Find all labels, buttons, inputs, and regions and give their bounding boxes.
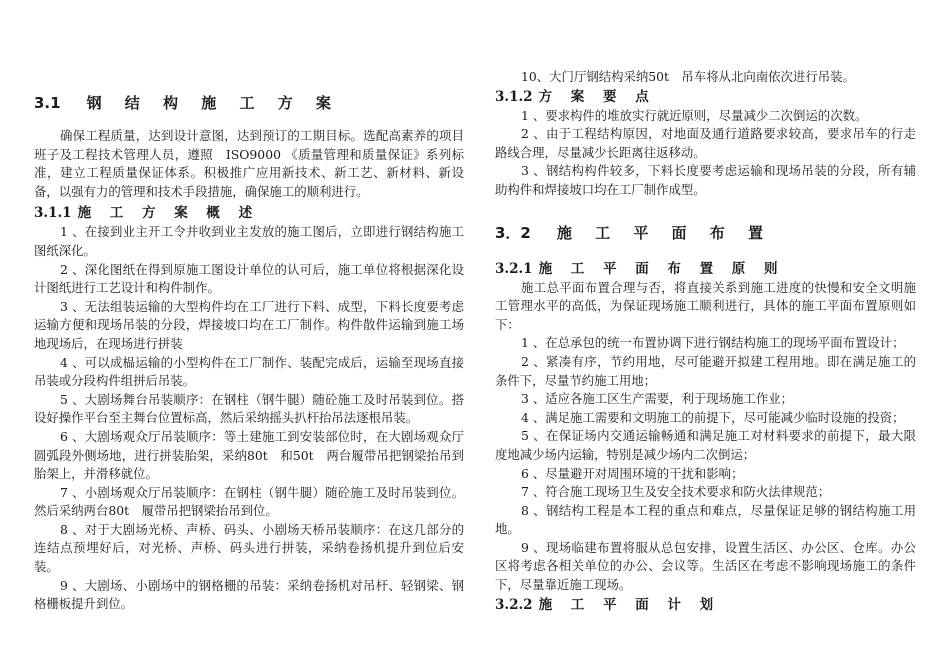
- list-item: 7 、符合施工现场卫生及安全技术要求和防火法律规范；: [521, 484, 831, 500]
- section-heading-3-1: 3.1 钢 结 构 施 工 方 案: [34, 94, 340, 112]
- list-item: 7 、小剧场观众厅吊装顺序：在钢柱（钢牛腿）随砼施工及时吊装到位。然后采纳两台80t 履带吊把钢梁抬吊到位。: [34, 484, 464, 519]
- list-item: 5 、在保证场内交通运输畅通和满足施工对材料要求的前提下，最大限度地减少场内运输，特别是减少场内二次倒运；: [495, 428, 916, 462]
- list-item: 8 、对于大剧场光桥、声桥、码头、小剧场天桥吊装顺序：在这几部分的连结点预埋好后，对光桥、声桥、码头进行拼装，采纳卷扬机提升到位后安装。: [34, 521, 464, 575]
- intro-paragraph: 确保工程质量，达到设计意图，达到预订的工期目标。选配高素养的项目班子及工程技术管理人员，遵照 ISO9000 《质量管理和质量保证》系列标准，建立工程质量保证体系。积极推广应用新技术、新工艺、新材料、新设备，以强有力的管理和技术手段措施，确保施工的顺利进行。: [34, 128, 464, 199]
- list-item: 8 、钢结构工程是本工程的重点和难点，尽量保证足够的钢结构施工用地。: [495, 502, 916, 537]
- list-item: 2 、深化图纸在得到原施工图设计单位的认可后，施工单位将根据深化设计图纸进行工艺设计和构件制作。: [34, 261, 464, 296]
- section-heading-3-2: 3．2 施 工 平 面 布 置: [495, 223, 772, 242]
- list-item: 10、大门厅钢结构采纳50t 吊车将从北向南依次进行吊装。: [521, 69, 855, 84]
- list-item: 3 、适应各施工区生产需要，利于现场施工作业；: [521, 391, 794, 407]
- subheading-3-2-1: 3.2.1 施 工 平 面 布 置 原 则: [495, 260, 785, 277]
- list-item: 6 、大剧场观众厅吊装顺序：等土建施工到安装部位时，在大剧场观众厅圆弧段外侧场地，进行拼装胎架，采纳80t 和50t 两台履带吊把钢梁抬吊到胎架上，并滑移就位。: [34, 428, 464, 482]
- list-item: 2 、由于工程结构原因，对地面及通行道路要求较高，要求吊车的行走路线合理，尽量减少长距离往返移动。: [495, 126, 916, 160]
- list-item: 5 、大剧场舞台吊装顺序：在钢柱（钢牛腿）随砼施工及时吊装到位。搭设好操作平台至主舞台位置标高，然后采纳摇头扒杆抬吊法逐根吊装。: [34, 391, 464, 426]
- subheading-3-1-1: 3.1.1 施 工 方 案 概 述: [34, 205, 260, 222]
- subheading-3-2-2: 3.2.2 施 工 平 面 计 划: [495, 596, 721, 613]
- list-item: 1 、在接到业主开工令并收到业主发放的施工图后，立即进行钢结构施工图纸深化。: [34, 224, 464, 258]
- list-item: 9 、现场临建布置将服从总包安排，设置生活区、办公区、仓库。办公区将考虑各相关单位的办公、会议等。生活区在考虑不影响现场施工的条件下，尽量靠近施工现场。: [495, 539, 916, 593]
- list-item: 1 、在总承包的统一布置协调下进行钢结构施工的现场平面布置设计；: [521, 335, 905, 351]
- list-item: 4 、满足施工需要和文明施工的前提下，尽可能减少临时设施的投资；: [521, 409, 905, 425]
- list-item: 3 、钢结构构件较多，下料长度要考虑运输和现场吊装的分段，所有辅助构件和焊接坡口均在工厂制作成型。: [495, 163, 916, 197]
- list-item: 3 、无法组装运输的大型构件均在工厂进行下料、成型，下料长度要考虑运输方便和现场吊装的分段，焊接坡口均在工厂制作。构件散件运输到施工场地现场后，在现场进行拼装: [34, 298, 464, 351]
- list-item: 6 、尽量避开对周围环境的干扰和影响；: [521, 465, 744, 481]
- left-column: [34, 0, 464, 614]
- list-item: 2 、紧凑有序，节约用地，尽可能避开拟建工程用地。即在满足施工的条件下，尽量节约施工用地；: [495, 353, 916, 388]
- right-column: [495, 0, 916, 615]
- subheading-3-1-2: 3.1.2 方 案 要 点: [495, 88, 656, 105]
- list-item: 4 、可以成榀运输的小型构件在工厂制作、装配完成后，运输至现场直接吊装或分段构件组拼后吊装。: [34, 354, 464, 389]
- list-item: 9 、大剧场、小剧场中的钢格栅的吊装：采纳卷扬机对吊杆、轻钢梁、钢格栅板提升到位。: [34, 577, 464, 612]
- principle-intro: 施工总平面布置合理与否，将直接关系到施工进度的快慢和安全文明施工管理水平的高低，为保证现场施工顺利进行，具体的施工平面布置原则如下：: [495, 279, 916, 332]
- list-item: 1 、要求构件的堆放实行就近原则，尽量减少二次倒运的次数。: [521, 107, 868, 123]
